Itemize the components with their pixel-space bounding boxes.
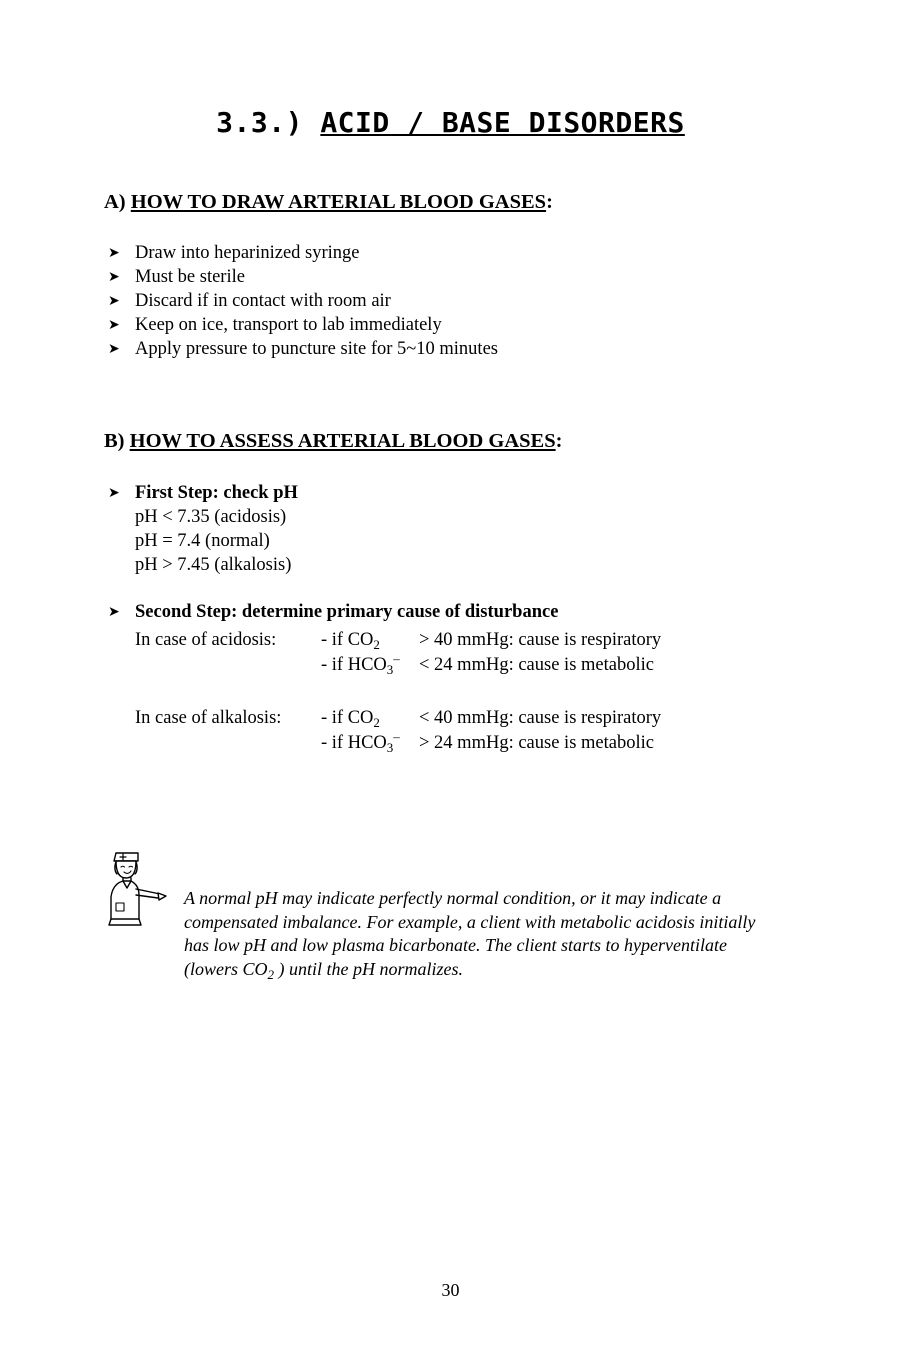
arrow-bullet-icon: ➤ <box>108 604 120 620</box>
list-item <box>104 241 498 265</box>
cause-case-label: In case of acidosis: <box>135 630 277 650</box>
cause-analyte-text: - if HCO <box>321 733 387 753</box>
cause-table <box>104 628 824 756</box>
section-a-colon: : <box>546 191 553 213</box>
cause-analyte-text: - if CO <box>321 630 374 650</box>
arrow-bullet-icon: ➤ <box>108 317 120 333</box>
section-a-letter: A) <box>104 191 126 213</box>
cause-result-text: cause is metabolic <box>518 655 654 675</box>
second-step-block <box>104 600 824 756</box>
ph-line-acidosis: pH < 7.35 (acidosis) <box>135 507 287 527</box>
cause-analyte-sub: 3 <box>386 740 394 755</box>
title-number: 3.3.) <box>216 106 321 139</box>
cause-analyte-sub: 2 <box>373 715 380 730</box>
cause-condition-text: > 24 mmHg: <box>419 733 514 753</box>
cause-analyte-charge: – <box>393 729 400 744</box>
first-step-block <box>104 481 824 577</box>
cause-analyte <box>321 653 419 678</box>
note-line-4-sub: 2 <box>267 966 275 982</box>
list-item-label: Apply pressure to puncture site for 5~10 minutes <box>135 339 498 359</box>
section-b-title: HOW TO ASSESS ARTERIAL BLOOD GASES <box>129 430 556 452</box>
section-a-heading <box>104 191 553 214</box>
cause-condition <box>419 628 661 652</box>
list-item-label: Draw into heparinized syringe <box>135 243 360 263</box>
first-step-title <box>104 481 824 505</box>
cause-condition-text: < 40 mmHg: <box>419 708 514 728</box>
nurse-pointing-icon <box>104 845 176 927</box>
note-text <box>184 887 784 982</box>
cause-analyte <box>321 731 419 756</box>
arrow-bullet-icon: ➤ <box>108 293 120 309</box>
arrow-bullet-icon: ➤ <box>108 485 120 501</box>
table-row <box>135 731 824 756</box>
table-row <box>135 653 824 678</box>
note-line-3: initially has low pH and low plasma bicarbonate. The client starts to <box>184 911 756 955</box>
section-b-letter: B) <box>104 430 125 452</box>
section-b-colon: : <box>555 430 563 452</box>
cause-analyte <box>321 628 419 653</box>
cause-case-label: In case of alkalosis: <box>135 708 282 728</box>
cause-result-text: cause is respiratory <box>518 708 662 728</box>
cause-condition <box>419 706 661 730</box>
cause-condition <box>419 653 654 677</box>
cause-analyte-text: - if HCO <box>321 655 387 675</box>
page-number: 30 <box>441 1280 460 1300</box>
page-title <box>0 106 901 139</box>
list-item <box>104 337 498 361</box>
section-a-title: HOW TO DRAW ARTERIAL BLOOD GASES <box>130 191 547 213</box>
cause-analyte <box>321 706 419 731</box>
second-step-title <box>104 600 824 624</box>
draw-abg-list <box>104 241 498 361</box>
cause-analyte-charge: – <box>393 651 400 666</box>
cause-analyte-text: - if CO <box>321 708 374 728</box>
section-b-heading <box>104 430 562 453</box>
cause-result-text: cause is metabolic <box>518 733 654 753</box>
ph-line-alkalosis: pH > 7.45 (alkalosis) <box>135 555 292 575</box>
second-step-label: Second Step: determine primary cause of disturbance <box>135 602 559 622</box>
list-item-label: Must be sterile <box>135 267 245 287</box>
list-item <box>104 313 498 337</box>
list-item <box>104 265 498 289</box>
note-line-4-post: ) until the pH normalizes. <box>274 958 464 979</box>
cause-analyte-sub: 3 <box>386 662 394 677</box>
cause-condition <box>419 731 654 755</box>
arrow-bullet-icon: ➤ <box>108 245 120 261</box>
note-line-4-pre: hyperventilate (lowers CO <box>184 935 727 979</box>
list-item <box>104 289 498 313</box>
list-item-label: Keep on ice, transport to lab immediately <box>135 315 442 335</box>
note-line-1: A normal pH may indicate perfectly normal condition, or it may indicate <box>184 888 708 908</box>
arrow-bullet-icon: ➤ <box>108 341 120 357</box>
first-step-label: First Step: check pH <box>135 483 298 503</box>
list-item-label: Discard if in contact with room air <box>135 291 391 311</box>
table-row <box>135 628 824 653</box>
arrow-bullet-icon: ➤ <box>108 269 120 285</box>
cause-analyte-sub: 2 <box>373 637 380 652</box>
title-text: ACID / BASE DISORDERS <box>320 106 685 139</box>
ph-line-normal: pH = 7.4 (normal) <box>135 531 270 551</box>
cause-condition-text: < 24 mmHg: <box>419 655 514 675</box>
cause-result-text: cause is respiratory <box>518 630 662 650</box>
cause-condition-text: > 40 mmHg: <box>419 630 514 650</box>
note-line-2: a compensated imbalance. For example, a client with metabolic acidosis <box>184 888 722 932</box>
table-row <box>135 706 824 731</box>
table-spacer <box>135 678 824 706</box>
